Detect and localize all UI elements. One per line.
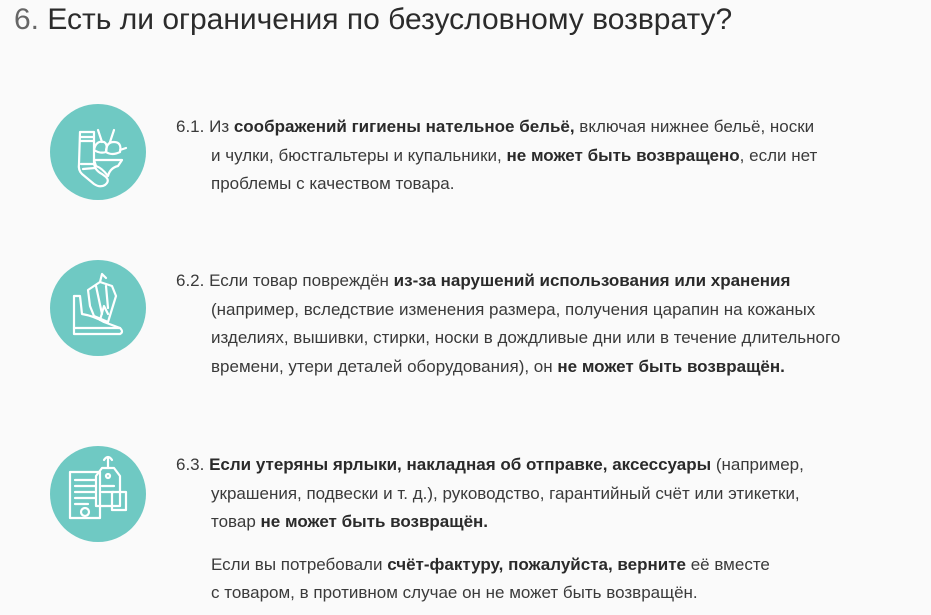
section-title: Есть ли ограничения по безусловному возврату? [47, 3, 733, 36]
item-number: 6.1. [176, 117, 205, 136]
item-number: 6.3. [176, 455, 205, 474]
note-paragraph: Если вы потребовали счёт-фактуру, пожалуйста, верните её вместе с товаром, в противном случае он не может быть возвращён. [211, 554, 770, 602]
underwear-socks-icon [50, 104, 146, 200]
item-text: 6.3. Если утеряны ярлыки, накладная об отправке, аксессуары (например, украшения, подвески и т. д.), руководство, гарантийный счёт или этикетки, товар не может быть возвращён. Если вы потребовали счёт-фактуру, пожалуйста, верните её вместе с товаром, в противном случае он не может быть возвращён. [176, 451, 921, 608]
documents-tag-icon [50, 446, 146, 542]
page-title [14, 0, 732, 40]
section-number: 6. [14, 3, 40, 36]
item-text: 6.2. Если товар повреждён из-за нарушений использования или хранения (например, вследствие изменения размера, получения царапин на кожаных изделиях, вышивки, стирки, носки в дождливые дни или в течение длительного времени, утери деталей оборудования), он не может быть возвращён. [176, 271, 841, 376]
item-text: 6.1. Из соображений гигиены нательное бельё, включая нижнее бельё, носки и чулки, бюстгальтеры и купальники, не может быть возвращено, если нет проблемы с качеством товара. [176, 117, 818, 193]
item-number: 6.2. [176, 271, 205, 290]
damaged-shoe-icon [50, 260, 146, 356]
